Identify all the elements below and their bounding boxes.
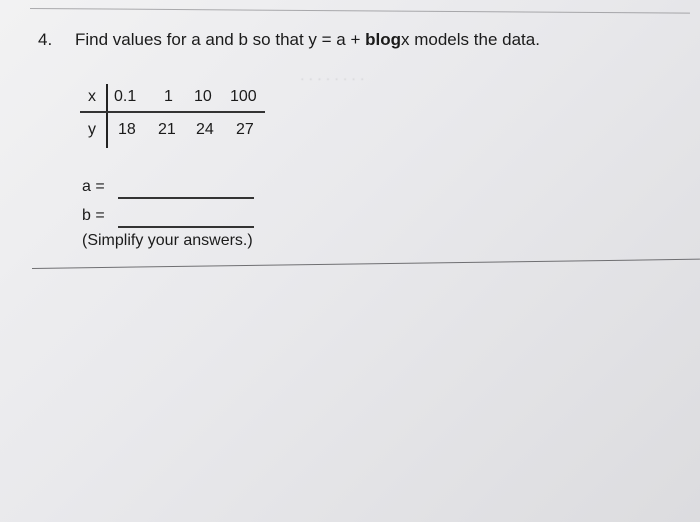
table-x-value: 1 [164,88,173,105]
background-bleed-text: · · · · · · · · [300,70,365,86]
table-y-value: 27 [236,121,254,138]
question-text-bold: blog [365,30,402,49]
bottom-rule [32,259,700,269]
table-y-label: y [88,121,96,138]
data-table [80,84,270,154]
b-label: b = [82,207,105,224]
table-y-value: 18 [118,121,136,138]
table-y-value: 24 [196,121,214,138]
question-text-before: Find values for a and b so that y = a + [75,30,366,49]
b-answer-blank[interactable] [118,226,254,228]
table-x-value: 10 [194,88,212,105]
table-x-value: 0.1 [114,88,137,105]
table-y-value: 21 [158,121,176,138]
question-number: 4. [38,30,53,49]
top-rule [30,8,690,14]
table-x-label: x [88,88,96,105]
question-text-after: x models the data. [401,30,540,49]
simplify-note: (Simplify your answers.) [82,232,253,249]
table-x-value: 100 [230,88,257,105]
a-label: a = [82,178,105,195]
a-answer-blank[interactable] [118,197,254,199]
table-vertical-line [106,84,108,148]
question-text [75,30,540,50]
table-horizontal-line [80,111,265,113]
